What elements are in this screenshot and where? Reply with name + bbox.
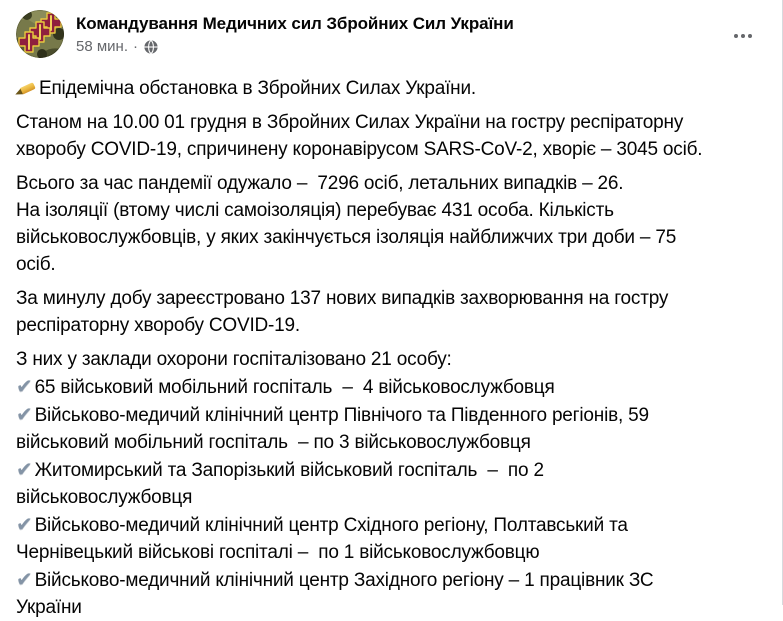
post-text: Житомирський та Запорізький військовий госпіталь – по 2	[34, 460, 544, 481]
post-text-line	[16, 109, 766, 136]
post-text: осіб.	[16, 254, 56, 275]
page-name-link[interactable]: Командування Медичних сил Збройних Сил України	[76, 14, 514, 33]
post-text-line	[16, 484, 766, 511]
post-text: Військово-медичий клінічний центр Східного регіону, Полтавський та	[34, 515, 628, 536]
check-icon: ✔	[16, 567, 33, 591]
check-icon: ✔	[16, 512, 33, 536]
post-text: Епідемічна обстановка в Збройних Силах України.	[39, 78, 476, 99]
post-header	[0, 0, 782, 58]
post-text-line	[16, 594, 766, 621]
post-text: військовий мобільний госпіталь – по 3 військовослужбовця	[16, 432, 531, 453]
post-text-line	[16, 224, 766, 251]
check-icon: ✔	[16, 457, 33, 481]
post-meta	[76, 38, 514, 55]
post-timestamp[interactable]: 58 мин.	[76, 38, 128, 55]
post-paragraph	[16, 75, 766, 102]
page-avatar[interactable]	[16, 10, 64, 58]
post-text: хворобу COVID-19, спричинену коронавірусом SARS-CoV-2, хворіє – 3045 осіб.	[16, 139, 703, 160]
meta-separator: ·	[133, 38, 138, 55]
post-text-line	[16, 346, 766, 373]
post-text: На ізоляції (втому числі самоізоляція) перебуває 431 особа. Кількість	[16, 200, 614, 221]
post-content	[0, 58, 782, 621]
post-paragraph	[16, 285, 766, 339]
header-text	[76, 10, 514, 55]
post-text-line	[16, 285, 766, 312]
post-paragraph	[16, 170, 766, 278]
post-text-line	[16, 170, 766, 197]
post-text-line	[16, 456, 766, 484]
post-text: 65 військовий мобільний госпіталь – 4 військовослужбовця	[34, 377, 555, 398]
post-text-line	[16, 511, 766, 539]
post-text: респіраторну хворобу COVID-19.	[16, 315, 300, 336]
check-icon: ✔	[16, 402, 33, 426]
post-text: Чернівецький військові госпіталі – по 1 військовослужбовцю	[16, 542, 540, 563]
post-paragraph	[16, 109, 766, 163]
medical-forces-emblem	[16, 10, 64, 58]
post-text-line	[16, 429, 766, 456]
post-paragraph	[16, 346, 766, 621]
more-options-button[interactable]	[726, 26, 760, 46]
post-text-line	[16, 539, 766, 566]
post-text-line	[16, 373, 766, 401]
post-text-line	[16, 251, 766, 278]
writing-hand-icon	[16, 80, 39, 96]
post-text-line	[16, 312, 766, 339]
post-text-line	[16, 75, 766, 102]
post-text: військовослужбовця	[16, 487, 193, 508]
post-text-line	[16, 566, 766, 594]
post-text: України	[16, 597, 82, 618]
post-text: З них у заклади охорони госпіталізовано 21 особу:	[16, 349, 452, 370]
post-text: За минулу добу зареєстровано 137 нових випадків захворювання на гостру	[16, 288, 669, 309]
post-text: Військово-медичний клінічний центр Західного регіону – 1 працівник ЗС	[34, 570, 654, 591]
post-text-line	[16, 401, 766, 429]
post-text: військовослужбовців, у яких закінчується ізоляція найближчих три доби – 75	[16, 227, 677, 248]
post-text: Всього за час пандемії одужало – 7296 осіб, летальних випадків – 26.	[16, 173, 624, 194]
globe-icon	[143, 39, 159, 55]
check-icon: ✔	[16, 374, 33, 398]
post-text-line	[16, 136, 766, 163]
post-text: Станом на 10.00 01 грудня в Збройних Силах України на гостру респіраторну	[16, 112, 684, 133]
post-text: Військово-медичий клінічний центр Північого та Південного регіонів, 59	[34, 405, 649, 426]
ellipsis-icon	[734, 34, 738, 38]
post-text-line	[16, 197, 766, 224]
